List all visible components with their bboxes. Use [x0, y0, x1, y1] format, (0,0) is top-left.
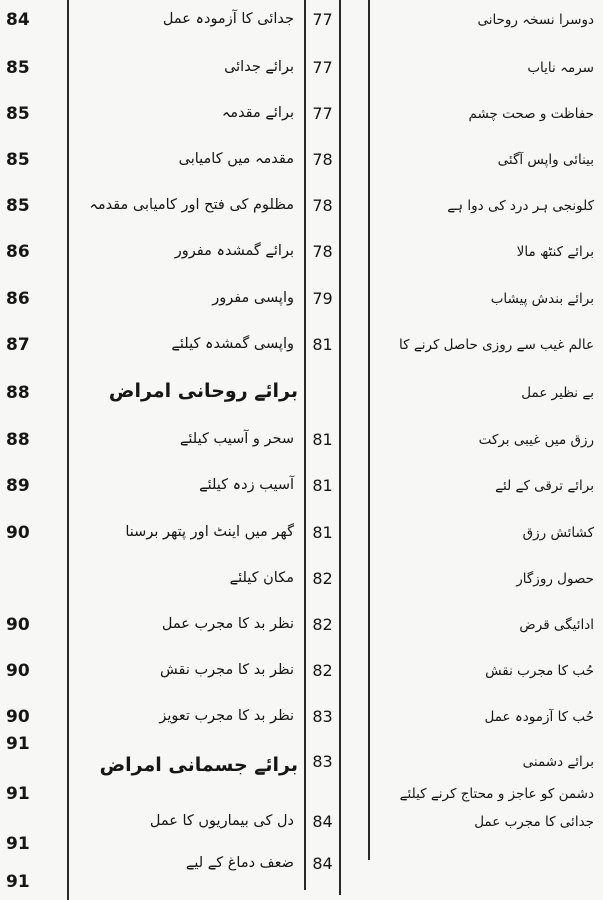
page-number: 81: [312, 430, 333, 449]
entry-title: کشائش رزق: [522, 525, 594, 541]
page-number: 87: [6, 335, 30, 355]
page-number: 78: [312, 150, 333, 169]
page-number: 77: [312, 104, 333, 123]
page-number: 90: [6, 661, 30, 681]
page-number: 77: [312, 58, 333, 77]
page-number: 89: [6, 476, 30, 496]
index-row: [0, 655, 603, 687]
entry-title: برائے ترقی کے لئے: [495, 478, 594, 494]
entry-title: مقدمہ میں کامیابی: [178, 151, 294, 167]
entry-title: نظر بد کا مجرب نقش: [160, 662, 294, 678]
entry-title: ادائیگی قرض: [519, 617, 594, 633]
page-number: 81: [312, 523, 333, 542]
page-number: 82: [312, 661, 333, 680]
page-number: 85: [6, 150, 30, 170]
entry-title: حُب کا مجرب نقش: [485, 663, 594, 679]
entry-title: رزق میں غیبی برکت: [478, 432, 594, 448]
index-row: [0, 52, 603, 84]
entry-title: برائے دشمنی: [522, 754, 594, 770]
page-number: 91: [6, 872, 30, 892]
page-number: 84: [6, 10, 30, 30]
section-heading: برائے روحانی امراض: [108, 380, 298, 402]
page-number: 90: [6, 615, 30, 635]
entry-title: جدائی کا مجرب عمل: [474, 814, 594, 830]
entry-title: سرمہ نایاب: [527, 60, 594, 76]
page-number: 78: [312, 242, 333, 261]
entry-title: برائے مقدمہ: [221, 105, 294, 121]
entry-title: بینائی واپس آگئی: [497, 152, 594, 168]
index-row: [0, 866, 603, 898]
index-row: [0, 377, 603, 409]
entry-title: عالم غیب سے روزی حاصل کرنے کا: [399, 337, 594, 353]
entry-title: حفاظت و صحت چشم: [468, 106, 594, 122]
section-heading: برائے جسمانی امراض: [99, 754, 298, 776]
entry-title: برائے بندش پیشاب: [490, 291, 594, 307]
index-row: [0, 329, 603, 361]
index-row: [0, 98, 603, 130]
index-row: [0, 236, 603, 268]
entry-title: دشمن کو عاجز و محتاج کرنے کیلئے: [399, 786, 594, 802]
page-number: 85: [6, 58, 30, 78]
page-number: 83: [312, 707, 333, 726]
page-number: 88: [6, 430, 30, 450]
page-number: 86: [6, 242, 30, 262]
page-number: 86: [6, 289, 30, 309]
page-number: 81: [312, 476, 333, 495]
index-row: [0, 190, 603, 222]
page-number: 88: [6, 383, 30, 403]
entry-title: آسیب زدہ کیلئے: [199, 477, 294, 493]
entry-title: مکان کیلئے: [229, 570, 294, 586]
entry-title: برائے کنٹھ مالا: [516, 244, 594, 260]
index-row: [0, 4, 603, 36]
entry-title: حُب کا آزمودہ عمل: [484, 709, 594, 725]
page-number: 90: [6, 523, 30, 543]
page-number: 91: [6, 834, 30, 854]
entry-title: جدائی کا آزمودہ عمل: [162, 11, 294, 27]
index-row: [0, 609, 603, 641]
index-row: [0, 517, 603, 549]
page-number: 90: [6, 707, 30, 727]
entry-title: واپسی مفرور: [212, 290, 294, 306]
page-number: 91: [6, 784, 30, 804]
index-row: [0, 746, 603, 778]
entry-title: واپسی گمشدہ کیلئے: [171, 336, 294, 352]
page-number: 82: [312, 615, 333, 634]
entry-title: سحر و آسیب کیلئے: [179, 431, 294, 447]
page-number: 82: [312, 569, 333, 588]
entry-title: برائے جدائی: [224, 59, 294, 75]
page-number: 91: [6, 734, 30, 754]
entry-title: برائے گمشدہ مفرور: [174, 243, 294, 259]
page-number: 84: [312, 854, 333, 873]
entry-title: گھر میں اینٹ اور پتھر برسنا: [125, 524, 294, 540]
entry-title: دل کی بیماریوں کا عمل: [149, 813, 294, 829]
page-number: 85: [6, 196, 30, 216]
entry-title: حصول روزگار: [516, 571, 594, 587]
page-number: 79: [312, 289, 333, 308]
entry-title: مظلوم کی فتح اور کامیابی مقدمہ: [89, 197, 294, 213]
index-row: [0, 283, 603, 315]
page-number: 78: [312, 196, 333, 215]
entry-title: کلونجی ہر درد کی دوا ہے: [447, 198, 594, 214]
entry-title: نظر بد کا مجرب عمل: [161, 616, 294, 632]
entry-title: نظر بد کا مجرب تعویز: [159, 708, 294, 724]
index-row: [0, 424, 603, 456]
entry-title: بے نظیر عمل: [521, 385, 594, 401]
entry-title: دوسرا نسخہ روحانی: [477, 12, 594, 28]
index-row: [0, 563, 603, 595]
page-number: 81: [312, 335, 333, 354]
page-number: 84: [312, 812, 333, 831]
index-row: [0, 470, 603, 502]
page-number: 77: [312, 10, 333, 29]
page-number: 85: [6, 104, 30, 124]
index-row: [0, 144, 603, 176]
page-number: 83: [312, 752, 333, 771]
entry-title: ضعف دماغ کے لیے: [185, 855, 294, 871]
